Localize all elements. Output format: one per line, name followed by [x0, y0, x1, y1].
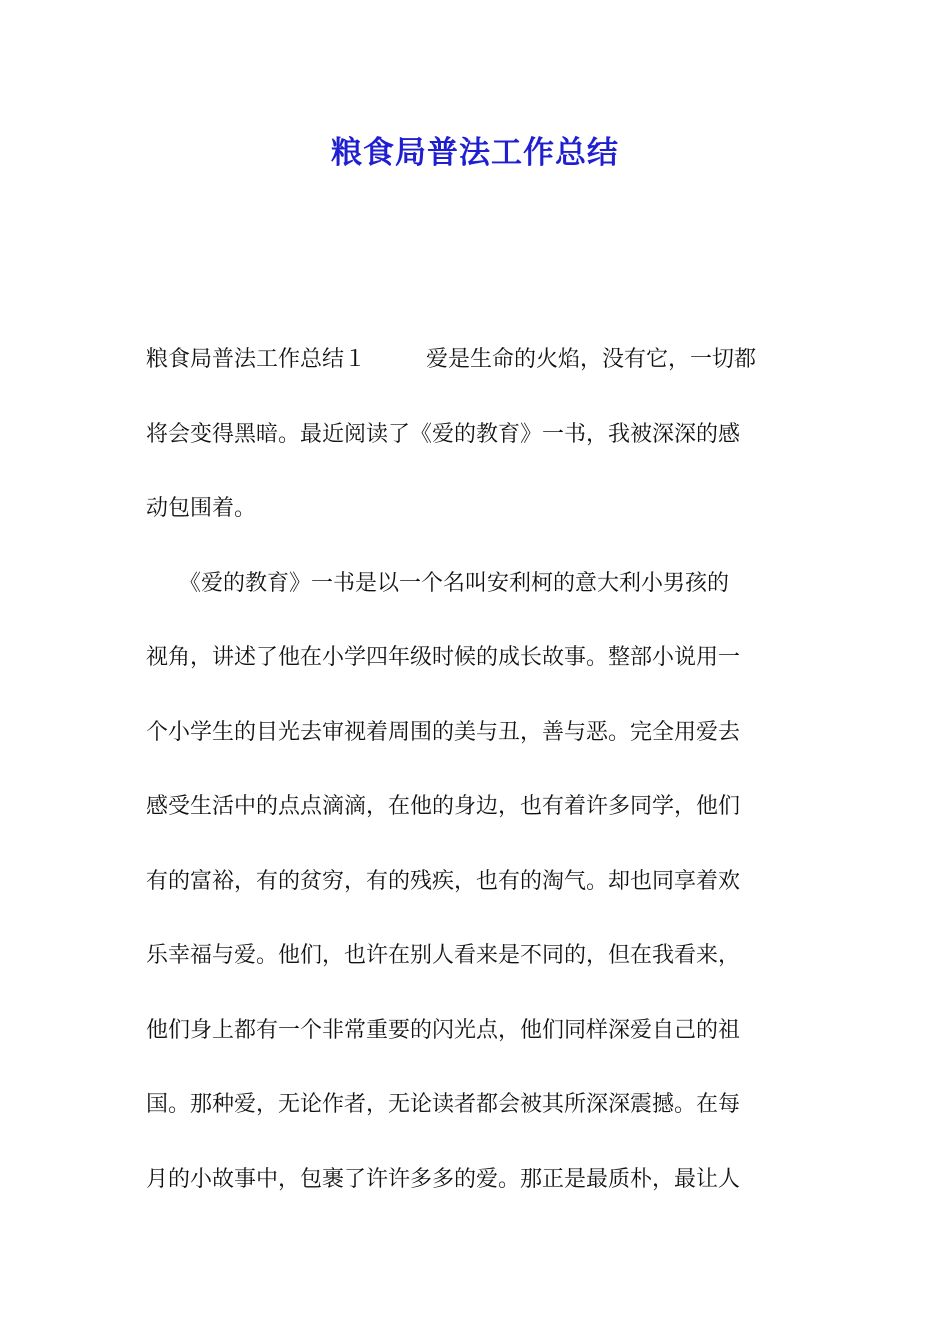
line-text: 乐幸福与爱。他们，也许在别人看来是不同的，但在我看来，: [146, 943, 741, 968]
body-line: [146, 860, 810, 935]
body-line: [146, 934, 810, 1009]
body-line: [146, 1009, 810, 1084]
line-text: 动包围着。: [146, 496, 257, 521]
body-line: [146, 562, 810, 637]
body-line: [146, 413, 810, 488]
line-text: 视角，讲述了他在小学四年级时候的成长故事。整部小说用一: [146, 645, 741, 670]
body-line: [146, 487, 810, 562]
line-text: 国。那种爱，无论作者，无论读者都会被其所深深震撼。在每: [146, 1092, 741, 1117]
document-title: 粮食局普法工作总结: [331, 135, 619, 171]
line-text: 个小学生的目光去审视着周围的美与丑，善与恶。完全用爱去: [146, 719, 741, 745]
line-text: 他们身上都有一个非常重要的闪光点，他们同样深爱自己的祖: [146, 1017, 741, 1043]
line-text: 爱是生命的火焰，没有它，一切都: [426, 347, 757, 372]
line-text: 将会变得黑暗。最近阅读了《爱的教育》一书，我被深深的感: [146, 421, 741, 447]
line-text: 有的富裕，有的贫穷，有的残疾，也有的淘气。却也同享着欢: [146, 868, 741, 894]
body-line: [146, 785, 810, 860]
section-heading: 粮食局普法工作总结１: [146, 347, 367, 372]
document-body: [146, 338, 810, 1232]
line-text: 感受生活中的点点滴滴，在他的身边，也有着许多同学，他们: [146, 794, 741, 819]
line-text: 《爱的教育》一书是以一个名叫安利柯的意大利小男孩的: [146, 570, 730, 596]
body-line: [146, 636, 810, 711]
body-line: [146, 1158, 810, 1233]
body-line: [146, 711, 810, 786]
line-text: 月的小故事中，包裹了许许多多的爱。那正是最质朴，最让人: [146, 1166, 741, 1192]
body-line: [146, 1083, 810, 1158]
body-line: [146, 338, 810, 413]
